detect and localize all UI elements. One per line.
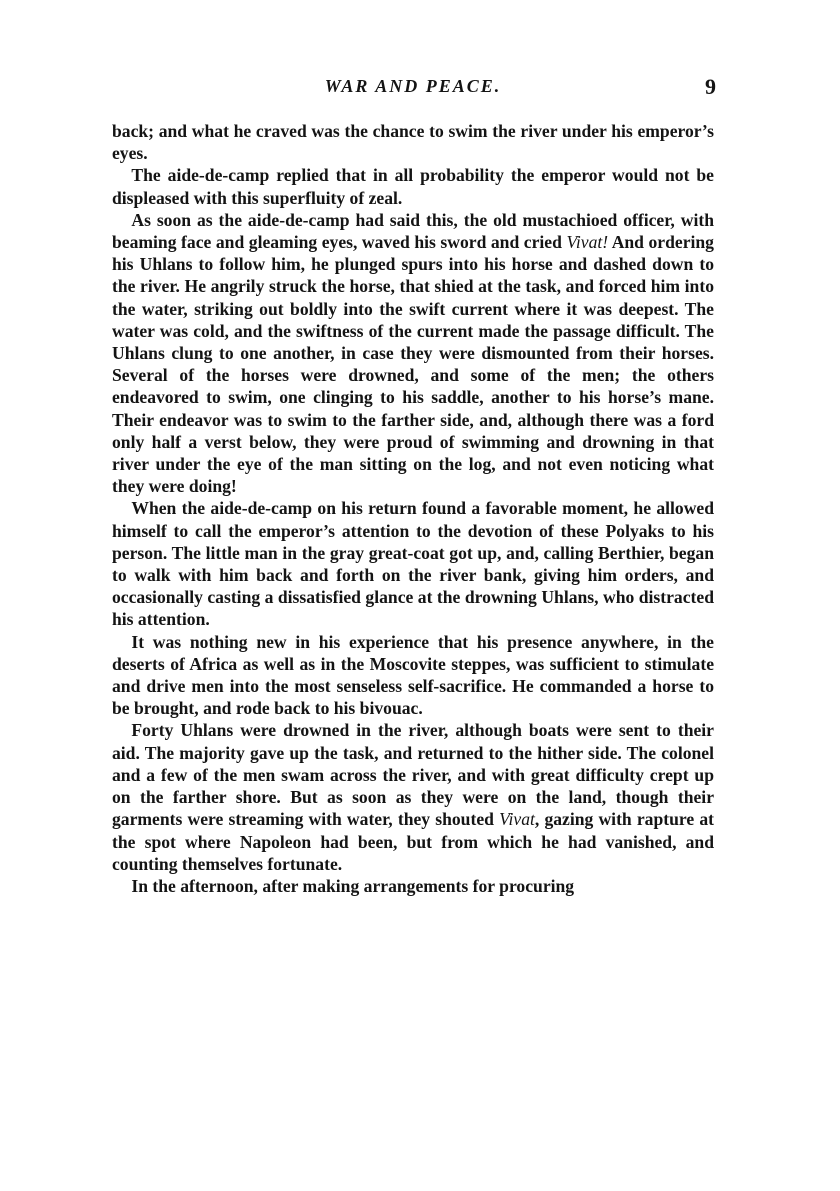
paragraph-4 (112, 497, 714, 630)
body-text (112, 120, 714, 897)
page-number: 9 (705, 74, 716, 99)
paragraph-text: As soon as the aide-de-camp had said this, the old mustachioed officer, with beaming face and gleaming eyes, waved his sword and cried (112, 209, 714, 253)
italic-exclamation: Vivat (499, 809, 535, 830)
paragraph-text: The aide-de-camp replied that in all probability the emperor would not be displeased with this superfluity of zeal. (112, 165, 714, 208)
paragraph-text: It was nothing new in his experience that his presence anywhere, in the deserts of Africa as well as in the Moscovite steppes, was sufficient to stimulate and drive men into the most senseless self-sacrifice. He commanded a horse to be brought, and rode back to his bivouac. (112, 631, 714, 719)
paragraph-text: In the afternoon, after making arrangements for procuring (131, 875, 575, 896)
paragraph-2 (112, 164, 714, 208)
paragraph-text: , gazing with rapture at the spot where Napoleon had been, but from which he had vanished, and counting themselves fortunate. (112, 809, 715, 874)
book-page (112, 72, 714, 897)
running-header (112, 72, 714, 106)
paragraph-text: When the aide-de-camp on his return found a favorable moment, he allowed himself to call the emperor’s attention to the devotion of these Polyaks to his person. The little man in the gray great-coat got up, and, calling Berthier, began to walk with him back and forth on the river bank, giving him orders, and occasionally casting a dissatisfied glance at the drowning Uhlans, who distracted his attention. (112, 498, 714, 630)
paragraph-text: And ordering his Uhlans to follow him, he plunged spurs into his horse and dashed down to the river. He angrily struck the horse, that shied at the task, and forced him into the water, striking out boldly into the swift current where it was deepest. The water was cold, and the swiftness of the current made the passage difficult. The Uhlans clung to one another, in case they were dismounted from their horses. Several of the horses were drowned, and some of the men; the others endeavored to swim, one clinging to his saddle, another to his horse’s mane. Their endeavor was to swim to the farther side, and, although there was a ford only half a verst below, they were proud of swimming and drowning in that river under the eye of the man sitting on the log, and not even noticing what they were doing! (112, 232, 714, 497)
paragraph-text: back; and what he craved was the chance to swim the river under his emperor’s eyes. (112, 121, 714, 164)
paragraph-1 (112, 120, 714, 164)
paragraph-7 (112, 875, 714, 897)
paragraph-6 (112, 719, 714, 874)
italic-exclamation: Vivat! (566, 232, 609, 253)
running-title: WAR AND PEACE. (324, 76, 502, 96)
paragraph-5 (112, 631, 714, 720)
paragraph-3 (112, 209, 714, 498)
paragraph-text: Forty Uhlans were drowned in the river, although boats were sent to their aid. The majority gave up the task, and returned to the hither side. The colonel and a few of the men swam across the river, and with great difficulty crept up on the farther shore. But as soon as they were on the land, though their garments were streaming with water, they shouted (112, 720, 714, 830)
